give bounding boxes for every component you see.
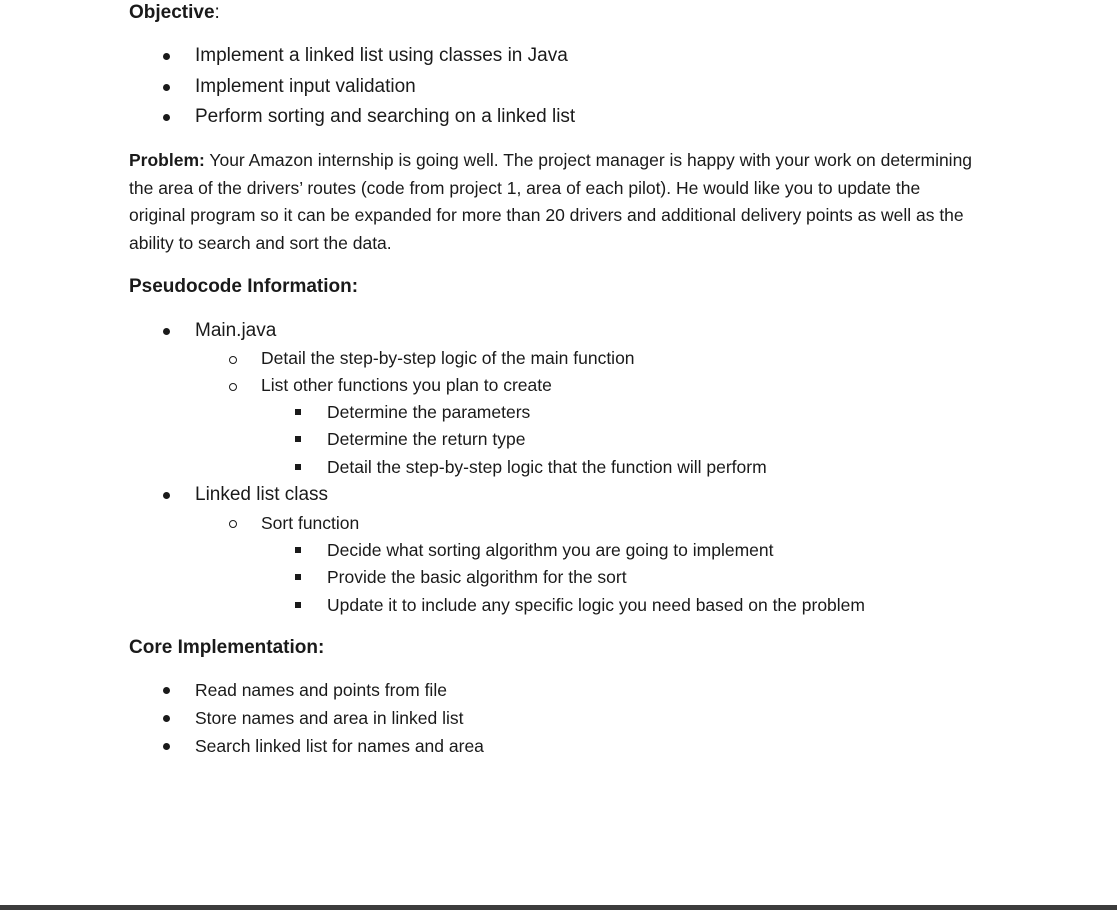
square-bullet-icon [295, 574, 301, 580]
square-bullet-icon [295, 464, 301, 470]
bullet-icon [163, 84, 170, 91]
main-sub-item: List other functions you plan to create [261, 375, 552, 395]
function-detail-item: Detail the step-by-step logic that the function will perform [327, 457, 767, 477]
problem-label: Problem: [129, 150, 205, 170]
problem-paragraph [129, 147, 979, 257]
sort-detail-item: Decide what sorting algorithm you are going to implement [327, 540, 774, 560]
objective-item: Implement a linked list using classes in Java [195, 45, 568, 66]
objective-heading: Objective: [129, 2, 220, 23]
problem-text: Your Amazon internship is going well. The project manager is happy with your work on determining the area of the drivers’ routes (code from project 1, area of each pilot). He would like you to update the original program so it can be expanded for more than 20 drivers and additional delivery points as well as the ability to search and sort the data. [129, 150, 973, 253]
objective-item: Perform sorting and searching on a linked list [195, 106, 576, 127]
bullet-icon [163, 114, 170, 121]
core-item: Search linked list for names and area [195, 736, 484, 756]
function-detail-item: Determine the parameters [327, 402, 531, 422]
circle-bullet-icon [229, 356, 237, 364]
bullet-icon [163, 328, 170, 335]
main-java-item: Main.java [195, 320, 277, 341]
main-sub-item: Detail the step-by-step logic of the main function [261, 348, 635, 368]
page-bottom-border [0, 905, 1117, 910]
bullet-icon [163, 492, 170, 499]
bullet-icon [163, 53, 170, 60]
bullet-icon [163, 743, 170, 750]
square-bullet-icon [295, 436, 301, 442]
objective-item: Implement input validation [195, 76, 416, 97]
core-item: Read names and points from file [195, 680, 447, 700]
core-heading: Core Implementation: [129, 637, 325, 658]
pseudocode-heading: Pseudocode Information: [129, 276, 359, 297]
linked-list-item: Linked list class [195, 484, 329, 505]
square-bullet-icon [295, 409, 301, 415]
sort-function-item: Sort function [261, 513, 360, 533]
circle-bullet-icon [229, 383, 237, 391]
bullet-icon [163, 687, 170, 694]
square-bullet-icon [295, 602, 301, 608]
circle-bullet-icon [229, 520, 237, 528]
bullet-icon [163, 715, 170, 722]
sort-detail-item: Update it to include any specific logic you need based on the problem [327, 595, 865, 615]
square-bullet-icon [295, 547, 301, 553]
function-detail-item: Determine the return type [327, 429, 526, 449]
core-item: Store names and area in linked list [195, 708, 464, 728]
sort-detail-item: Provide the basic algorithm for the sort [327, 567, 627, 587]
